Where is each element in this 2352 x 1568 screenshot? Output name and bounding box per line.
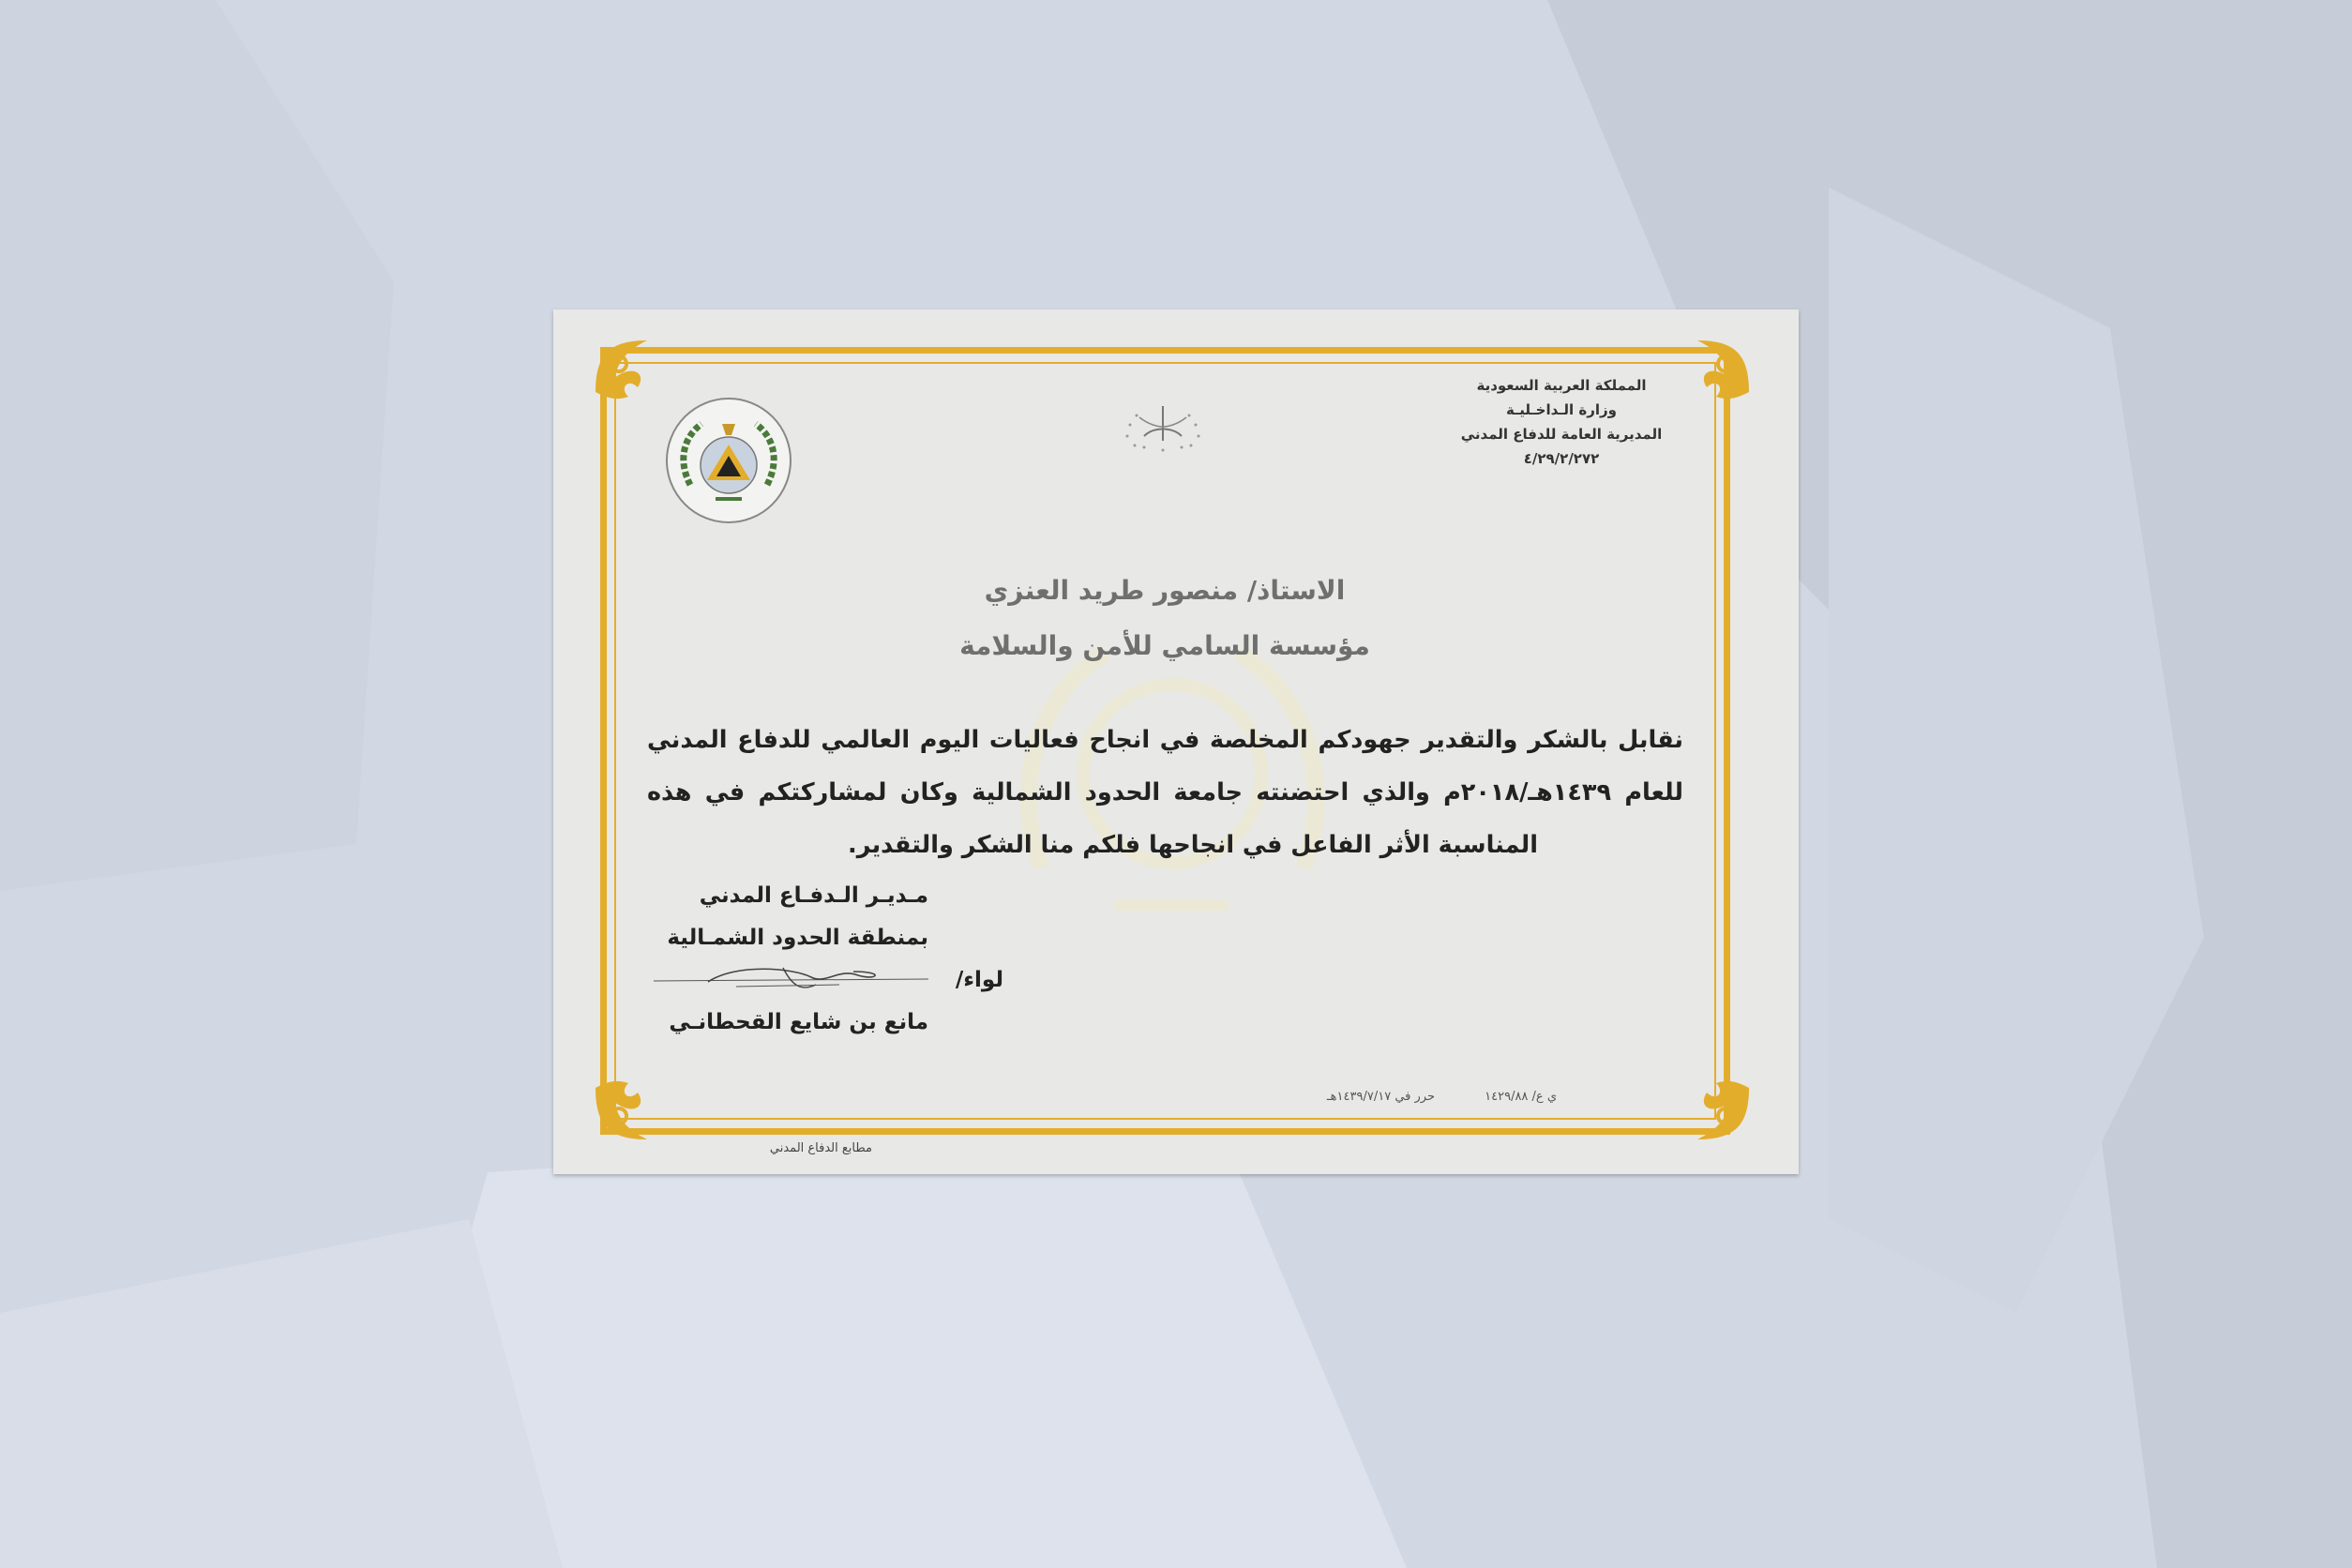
- recipient-organization: مؤسسة السامي للأمن والسلامة: [959, 630, 1370, 661]
- body-line-1: نقابل بالشكر والتقدير جهودكم المخلصة في انجاح فعاليات اليوم العالمي للدفاع المدني: [647, 726, 1683, 754]
- footer-date: حرر في ١٤٣٩/٧/١٧هـ: [1326, 1090, 1435, 1104]
- signature-title-1: مـديـر الـدفـاع المدني: [699, 883, 928, 908]
- footer-printer: مطابع الدفاع المدني: [769, 1141, 872, 1155]
- header-number: ٤/٢٩/٢/٢٧٢: [1523, 450, 1600, 467]
- footer-reference: ي ع/ ١٤٢٩/٨٨: [1485, 1090, 1557, 1104]
- header-ministry: وزارة الـداخـليـة: [1506, 401, 1617, 418]
- header-directorate: المديرية العامة للدفاع المدني: [1460, 426, 1663, 443]
- certificate: [553, 309, 1799, 1174]
- handwritten-signature: [652, 958, 933, 996]
- saudi-emblem-icon: [1116, 399, 1210, 460]
- signature-rank: لواء/: [955, 968, 1003, 992]
- signatory-name: مانع بن شايع القحطانـي: [669, 1010, 928, 1034]
- body-line-3: المناسبة الأثر الفاعل في انجاحها فلكم منا الشكر والتقدير.: [848, 831, 1538, 859]
- ornament-corner-bottom-left: [591, 1041, 694, 1144]
- ornament-corner-bottom-right: [1651, 1041, 1754, 1144]
- signature-title-2: بمنطقة الحدود الشمـالية: [667, 926, 928, 950]
- civil-defense-seal: [664, 396, 793, 525]
- recipient-name: الاستاذ/ منصور طريد العنزي: [984, 575, 1346, 606]
- header-country: المملكة العربية السعودية: [1476, 377, 1647, 394]
- body-line-2: للعام ١٤٣٩هـ/٢٠١٨م والذي احتضنته جامعة الحدود الشمالية وكان لمشاركتكم في هذه: [647, 778, 1683, 807]
